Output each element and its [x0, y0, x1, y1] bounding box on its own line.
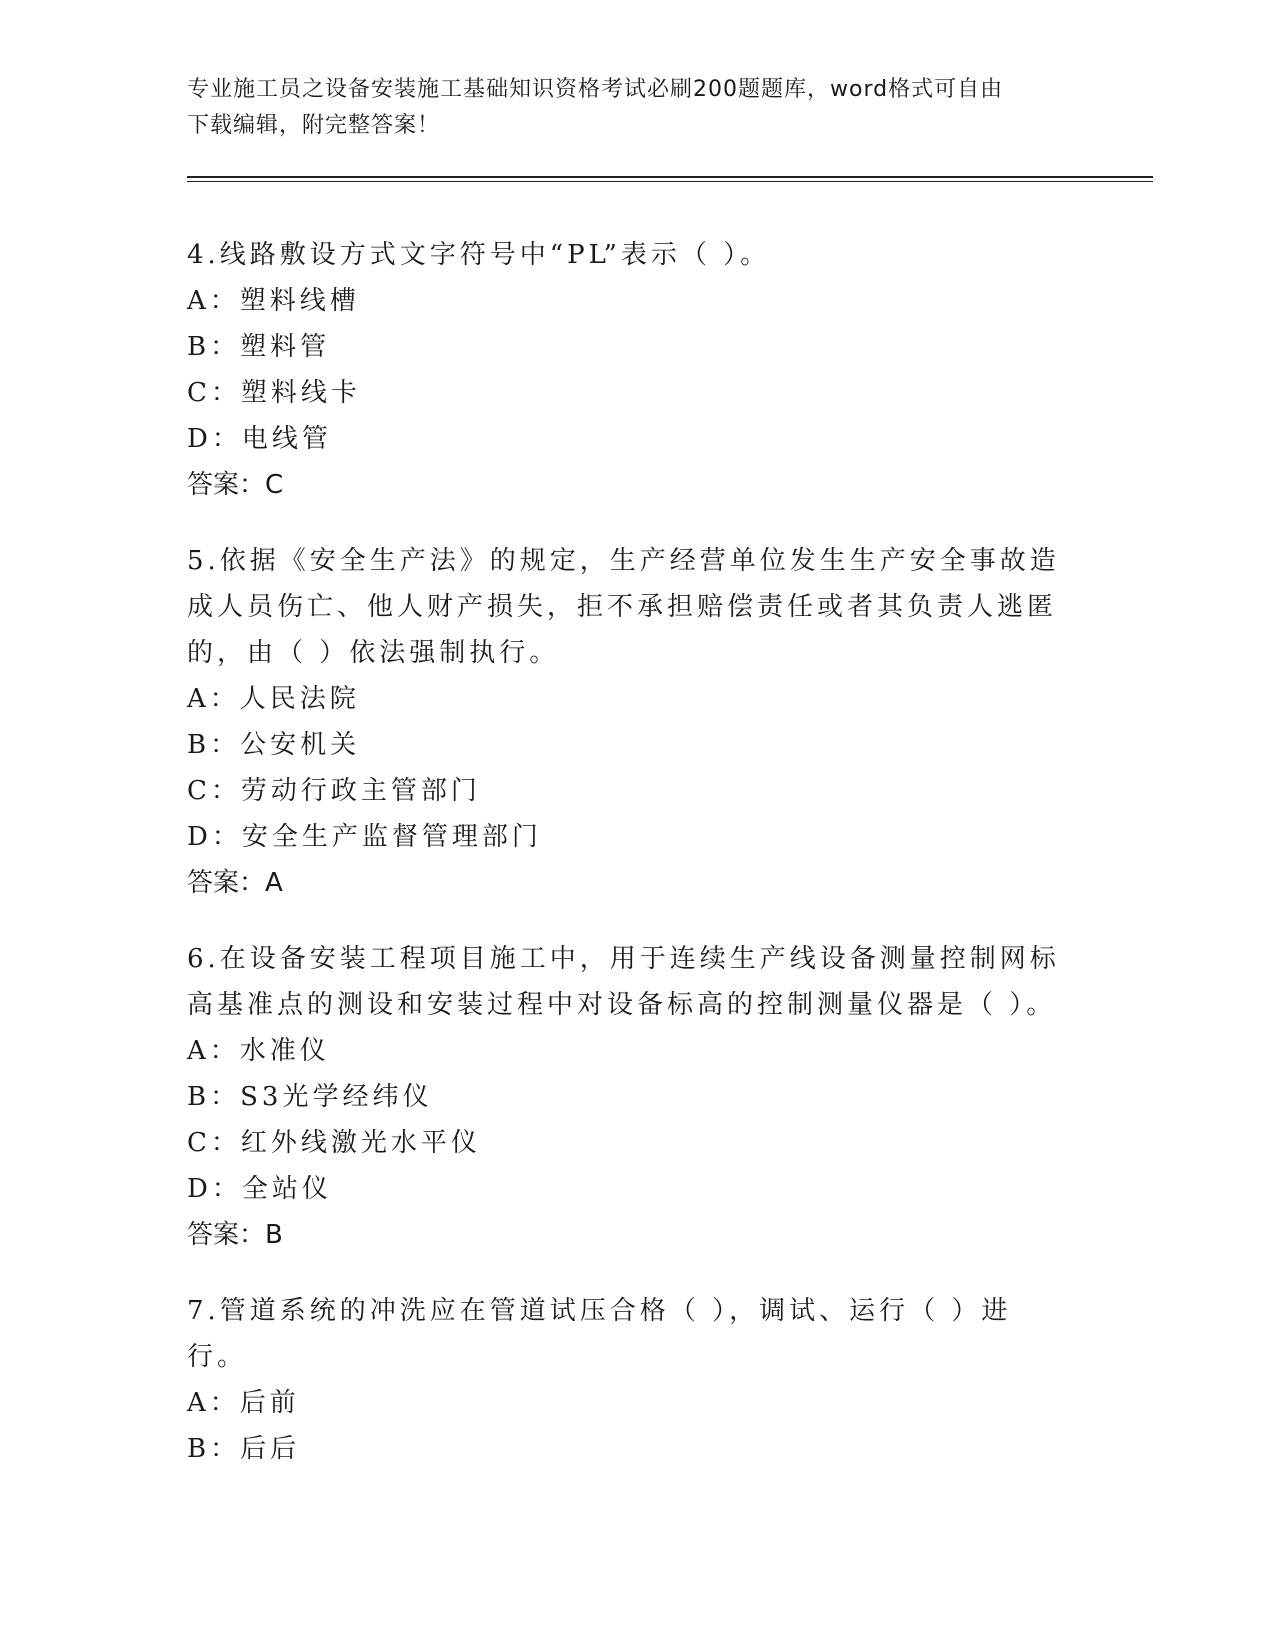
question-4 — [187, 232, 1067, 508]
option-a: A：水准仪 — [187, 1036, 330, 1066]
header-divider-thin — [187, 181, 1153, 182]
option-b: B：后后 — [187, 1434, 301, 1464]
document-header — [187, 72, 1087, 144]
header-line-1: 专业施工员之设备安装施工基础知识资格考试必刷200题题库，word格式可自由 — [187, 77, 1004, 102]
question-text: 7.管道系统的冲洗应在管道试压合格（ ），调试、运行（ ）进行。 — [187, 1296, 1012, 1372]
question-text: 4.线路敷设方式文字符号中“PL”表示（ ）。 — [187, 240, 771, 270]
option-d: D：全站仪 — [187, 1174, 332, 1204]
question-5 — [187, 538, 1067, 906]
option-b: B：公安机关 — [187, 730, 361, 760]
answer: 答案：A — [187, 868, 283, 898]
answer: 答案：B — [187, 1220, 283, 1250]
question-7 — [187, 1288, 1067, 1472]
option-c: C：塑料线卡 — [187, 378, 361, 408]
question-text: 5.依据《安全生产法》的规定，生产经营单位发生生产安全事故造成人员伤亡、他人财产损失，拒不承担赔偿责任或者其负责人逃匿的，由（ ）依法强制执行。 — [187, 546, 1060, 668]
option-a: A：塑料线槽 — [187, 286, 360, 316]
answer: 答案：C — [187, 470, 284, 500]
option-b: B：塑料管 — [187, 332, 331, 362]
header-divider-thick — [187, 176, 1153, 178]
option-d: D：电线管 — [187, 424, 332, 454]
option-d: D：安全生产监督管理部门 — [187, 822, 542, 852]
option-c: C：劳动行政主管部门 — [187, 776, 481, 806]
question-6 — [187, 936, 1067, 1258]
option-c: C：红外线激光水平仪 — [187, 1128, 481, 1158]
question-text: 6.在设备安装工程项目施工中，用于连续生产线设备测量控制网标高基准点的测设和安装过程中对设备标高的控制测量仪器是（ ）。 — [187, 944, 1060, 1020]
question-list — [187, 232, 1067, 1502]
option-a: A：后前 — [187, 1388, 300, 1418]
header-line-2: 下载编辑，附完整答案！ — [187, 113, 441, 138]
option-b: B：S3光学经纬仪 — [187, 1082, 433, 1112]
option-a: A：人民法院 — [187, 684, 360, 714]
